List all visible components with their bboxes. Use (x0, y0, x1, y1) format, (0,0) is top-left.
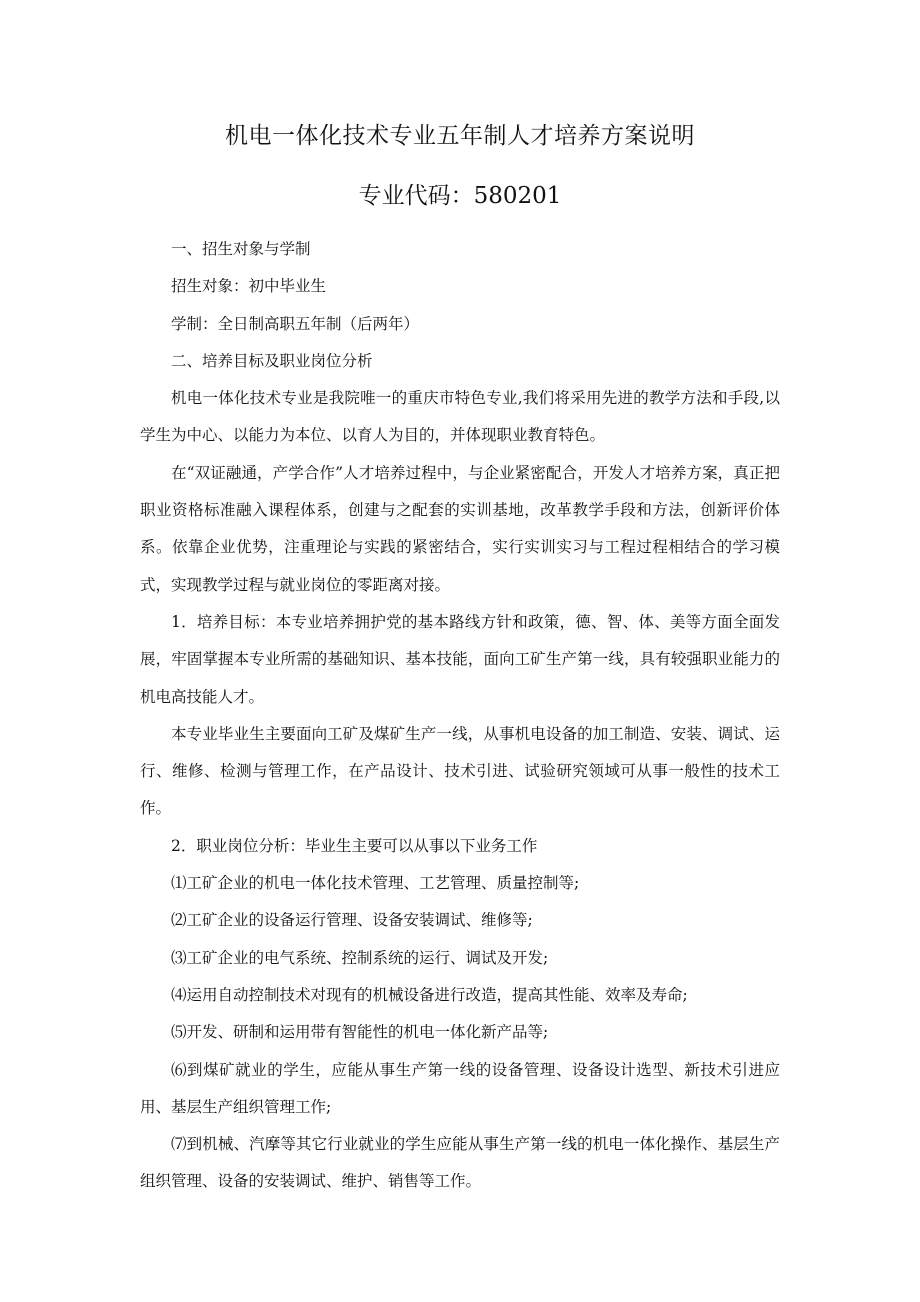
paragraph-job-analysis: 2．职业岗位分析：毕业生主要可以从事以下业务工作 (171, 836, 538, 855)
list-item: ⑹到煤矿就业的学生，应能从事生产第一线的设备管理、设备设计选型、新技术引进应用、基层生产组织管理工作; (140, 1060, 780, 1116)
paragraph-enrollment-target: 招生对象：初中毕业生 (171, 277, 327, 296)
section-heading-enrollment: 一、招生对象与学制 (171, 240, 311, 258)
paragraph-intro: 机电一体化技术专业是我院唯一的重庆市特色专业,我们将采用先进的教学方法和手段,以学生为中心、以能力为本位、以育人为目的，并体现职业教育特色。 (140, 389, 780, 445)
document-title: 机电一体化技术专业五年制人才培养方案说明 (225, 123, 695, 149)
list-item: ⑺到机械、汽摩等其它行业就业的学生应能从事生产第一线的机电一体化操作、基层生产组织管理、设备的安装调试、维护、销售等工作。 (140, 1135, 780, 1191)
document-body (140, 231, 780, 1201)
list-item: ⑸开发、研制和运用带有智能性的机电一体化新产品等; (171, 1023, 549, 1042)
list-item: ⑷运用自动控制技术对现有的机械设备进行改造，提高其性能、效率及寿命; (171, 985, 688, 1004)
paragraph-graduate-direction: 本专业毕业生主要面向工矿及煤矿生产一线，从事机电设备的加工制造、安装、调试、运行、维修、检测与管理工作，在产品设计、技术引进、试验研究领域可从事一般性的技术工作。 (140, 724, 780, 818)
list-item: ⑶工矿企业的电气系统、控制系统的运行、调试及开发; (171, 948, 549, 967)
paragraph-study-system: 学制：全日制高职五年制（后两年） (171, 314, 420, 333)
major-code: 专业代码：580201 (358, 183, 562, 209)
list-item: ⑴工矿企业的机电一体化技术管理、工艺管理、质量控制等; (171, 874, 580, 893)
paragraph-dual-cert: 在“双证融通，产学合作”人才培养过程中，与企业紧密配合，开发人才培养方案，真正把职业资格标准融入课程体系，创建与之配套的实训基地，改革教学手段和方法，创新评价体系。依靠企业优势，注重理论与实践的紧密结合，实行实训实习与工程过程相结合的学习模式，实现教学过程与就业岗位的零距离对接。 (140, 463, 780, 594)
paragraph-training-goal: 1．培养目标：本专业培养拥护党的基本路线方针和政策，德、智、体、美等方面全面发展，牢固掌握本专业所需的基础知识、基本技能，面向工矿生产第一线，具有较强职业能力的机电高技能人才。 (140, 612, 780, 706)
list-item: ⑵工矿企业的设备运行管理、设备安装调试、维修等; (171, 911, 533, 930)
section-heading-goals: 二、培养目标及职业岗位分析 (171, 351, 373, 370)
